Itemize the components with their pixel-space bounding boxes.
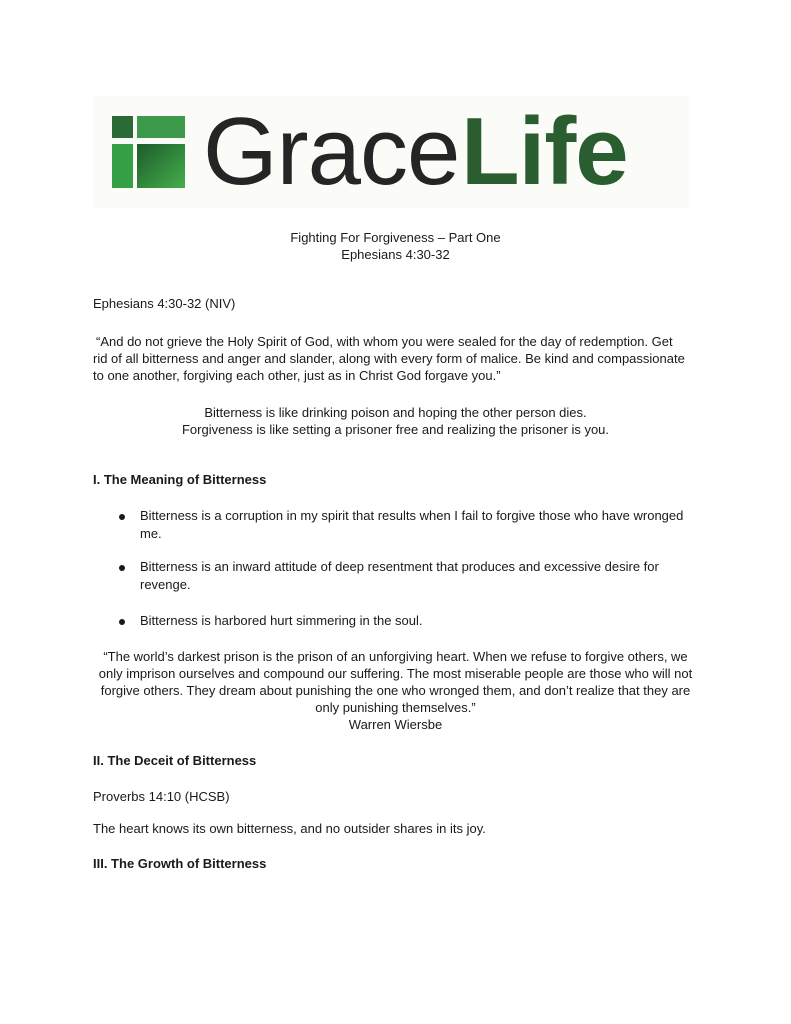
bullet-line: me. bbox=[140, 526, 162, 541]
bullet-line: Bitterness is an inward attitude of deep resentment that produces and excessive desire for bbox=[140, 559, 659, 574]
bullet-line: Bitterness is a corruption in my spirit that results when I fail to forgive those who have wronged bbox=[140, 508, 684, 523]
quote-line: only punishing themselves.” bbox=[315, 700, 476, 715]
bullet-icon bbox=[119, 514, 125, 520]
quote-line: “The world’s darkest prison is the prison of an unforgiving heart. When we refuse to forgive others, we bbox=[103, 649, 688, 664]
logo-word-life: Life bbox=[461, 98, 628, 205]
quote-line: Forgiveness is like setting a prisoner free and realizing the prisoner is you. bbox=[181, 422, 610, 437]
section-heading: II. The Deceit of Bitterness bbox=[93, 753, 257, 768]
logo-word-grace: Grace bbox=[203, 98, 460, 205]
scripture-line: to one another, forgiving each other, just as in Christ God forgave you.” bbox=[93, 368, 501, 383]
scripture-line: rid of all bitterness and anger and slander, along with every form of malice. Be kind and compassionate bbox=[93, 351, 685, 366]
scripture-line: “And do not grieve the Holy Spirit of God, with whom you were sealed for the day of redemption. Get bbox=[96, 334, 673, 349]
bullet-icon bbox=[119, 565, 125, 571]
quote-line: forgive others. They dream about punishing the one who wronged them, and don’t realize that they are bbox=[100, 683, 691, 698]
quote-author: Warren Wiersbe bbox=[348, 717, 443, 732]
quote-line: only imprison ourselves and compound our suffering. The most miserable people are those who will not bbox=[98, 666, 693, 681]
sermon-passage: Ephesians 4:30-32 bbox=[341, 247, 450, 262]
gracelife-logo bbox=[93, 96, 689, 208]
bullet-item bbox=[140, 612, 700, 630]
quote-line: Bitterness is like drinking poison and hoping the other person dies. bbox=[204, 405, 587, 420]
section-heading: I. The Meaning of Bitterness bbox=[93, 472, 267, 487]
sermon-title: Fighting For Forgiveness – Part One bbox=[290, 230, 501, 245]
section-heading: III. The Growth of Bitterness bbox=[93, 856, 267, 871]
bullet-item bbox=[140, 507, 700, 543]
bullet-line: Bitterness is harbored hurt simmering in the soul. bbox=[140, 613, 423, 628]
bullet-item bbox=[140, 558, 700, 594]
bullet-line: revenge. bbox=[140, 577, 191, 592]
scripture-reference: Proverbs 14:10 (HCSB) bbox=[93, 789, 230, 804]
scripture-reference: Ephesians 4:30-32 (NIV) bbox=[93, 296, 236, 311]
scripture-text: The heart knows its own bitterness, and no outsider shares in its joy. bbox=[93, 821, 486, 836]
bullet-icon bbox=[119, 619, 125, 625]
